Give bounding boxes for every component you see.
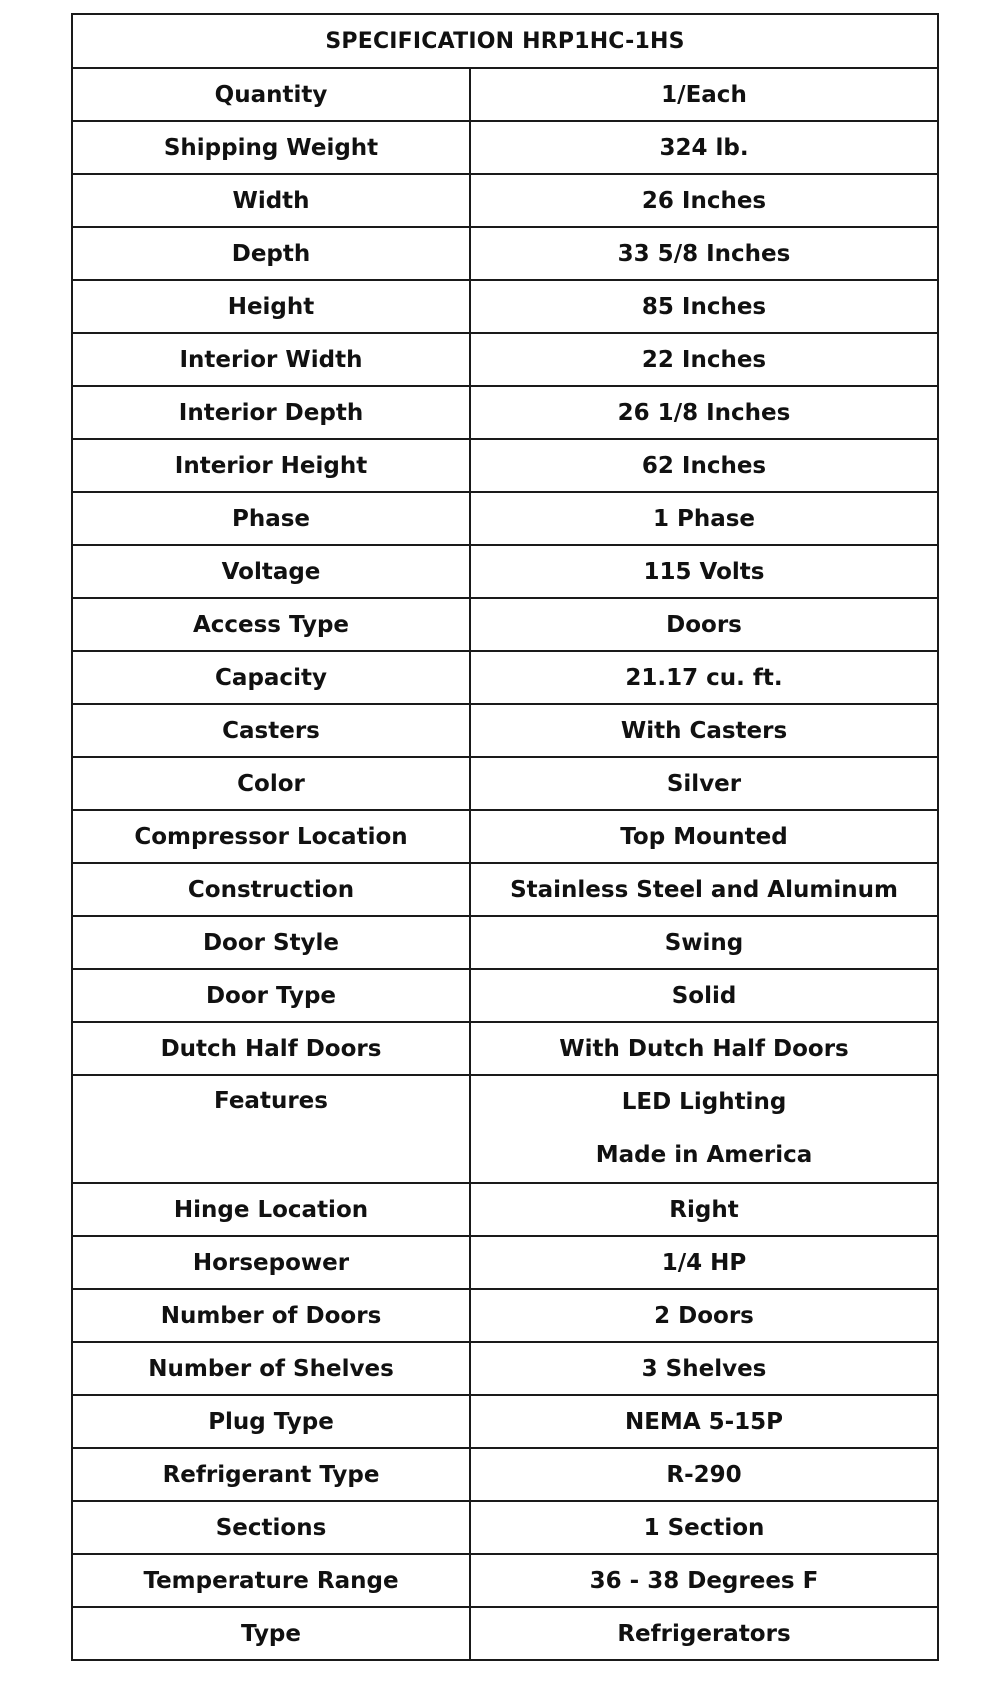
table-row: [72, 916, 938, 969]
table-row: [72, 1342, 938, 1395]
table-row: [72, 492, 938, 545]
spec-value: 21.17 cu. ft.: [470, 651, 938, 704]
spec-label: Color: [72, 757, 470, 810]
table-row: [72, 651, 938, 704]
spec-value: R-290: [470, 1448, 938, 1501]
spec-value: Stainless Steel and Aluminum: [470, 863, 938, 916]
spec-value-item: LED Lighting: [621, 1089, 787, 1115]
spec-label: Door Style: [72, 916, 470, 969]
spec-label: Shipping Weight: [72, 121, 470, 174]
spec-value: 1/Each: [470, 68, 938, 121]
table-row: [72, 1289, 938, 1342]
table-body: [72, 68, 938, 1660]
spec-value: 1 Phase: [470, 492, 938, 545]
spec-value: 324 lb.: [470, 121, 938, 174]
spec-label: Type: [72, 1607, 470, 1660]
spec-label: Refrigerant Type: [72, 1448, 470, 1501]
spec-value: 2 Doors: [470, 1289, 938, 1342]
spec-label: Door Type: [72, 969, 470, 1022]
spec-value: 1/4 HP: [470, 1236, 938, 1289]
spec-value: Top Mounted: [470, 810, 938, 863]
table-row: [72, 1022, 938, 1075]
table-row: [72, 1183, 938, 1236]
spec-label: Number of Shelves: [72, 1342, 470, 1395]
table-row: [72, 969, 938, 1022]
table-header-row: [72, 14, 938, 68]
table-row: [72, 704, 938, 757]
table-row: [72, 439, 938, 492]
spec-label: Interior Depth: [72, 386, 470, 439]
spec-label: Dutch Half Doors: [72, 1022, 470, 1075]
table-row: [72, 1607, 938, 1660]
spec-label: Capacity: [72, 651, 470, 704]
spec-value: 22 Inches: [470, 333, 938, 386]
spec-label: Construction: [72, 863, 470, 916]
spec-label: Width: [72, 174, 470, 227]
table-row: [72, 333, 938, 386]
spec-label: Casters: [72, 704, 470, 757]
spec-label: Interior Width: [72, 333, 470, 386]
table-title: SPECIFICATION HRP1HC-1HS: [72, 14, 938, 68]
spec-label: Phase: [72, 492, 470, 545]
spec-label: Quantity: [72, 68, 470, 121]
spec-label: Depth: [72, 227, 470, 280]
spec-value: 26 Inches: [470, 174, 938, 227]
spec-label: Compressor Location: [72, 810, 470, 863]
spec-label: Interior Height: [72, 439, 470, 492]
table-row: [72, 1395, 938, 1448]
table-row: [72, 1554, 938, 1607]
spec-label: Height: [72, 280, 470, 333]
table-row: [72, 598, 938, 651]
spec-value: Silver: [470, 757, 938, 810]
table-row: [72, 1075, 938, 1183]
table-row: [72, 68, 938, 121]
spec-value: Refrigerators: [470, 1607, 938, 1660]
table-row: [72, 1501, 938, 1554]
specification-table: [71, 13, 939, 1661]
spec-value: Doors: [470, 598, 938, 651]
spec-value: 3 Shelves: [470, 1342, 938, 1395]
table-row: [72, 757, 938, 810]
spec-value: Right: [470, 1183, 938, 1236]
spec-label: Sections: [72, 1501, 470, 1554]
spec-value-item: Made in America: [595, 1142, 813, 1168]
spec-value: NEMA 5-15P: [470, 1395, 938, 1448]
table-row: [72, 280, 938, 333]
table-row: [72, 545, 938, 598]
spec-value: 85 Inches: [470, 280, 938, 333]
spec-label: Temperature Range: [72, 1554, 470, 1607]
table-row: [72, 863, 938, 916]
table-row: [72, 174, 938, 227]
spec-label: Number of Doors: [72, 1289, 470, 1342]
spec-value: 1 Section: [470, 1501, 938, 1554]
spec-value: 33 5/8 Inches: [470, 227, 938, 280]
table-row: [72, 810, 938, 863]
table-row: [72, 227, 938, 280]
table-row: [72, 1448, 938, 1501]
spec-label: Plug Type: [72, 1395, 470, 1448]
spec-value: Solid: [470, 969, 938, 1022]
table-row: [72, 1236, 938, 1289]
spec-label: Access Type: [72, 598, 470, 651]
spec-label: Voltage: [72, 545, 470, 598]
spec-value: 26 1/8 Inches: [470, 386, 938, 439]
table-row: [72, 121, 938, 174]
table-row: [72, 386, 938, 439]
spec-label: Horsepower: [72, 1236, 470, 1289]
spec-value: 36 - 38 Degrees F: [470, 1554, 938, 1607]
spec-value: 115 Volts: [470, 545, 938, 598]
spec-label: Hinge Location: [72, 1183, 470, 1236]
spec-value: Swing: [470, 916, 938, 969]
spec-value: 62 Inches: [470, 439, 938, 492]
spec-value: With Dutch Half Doors: [470, 1022, 938, 1075]
spec-value-list: [470, 1075, 938, 1183]
spec-value: With Casters: [470, 704, 938, 757]
spec-label: Features: [72, 1075, 470, 1183]
